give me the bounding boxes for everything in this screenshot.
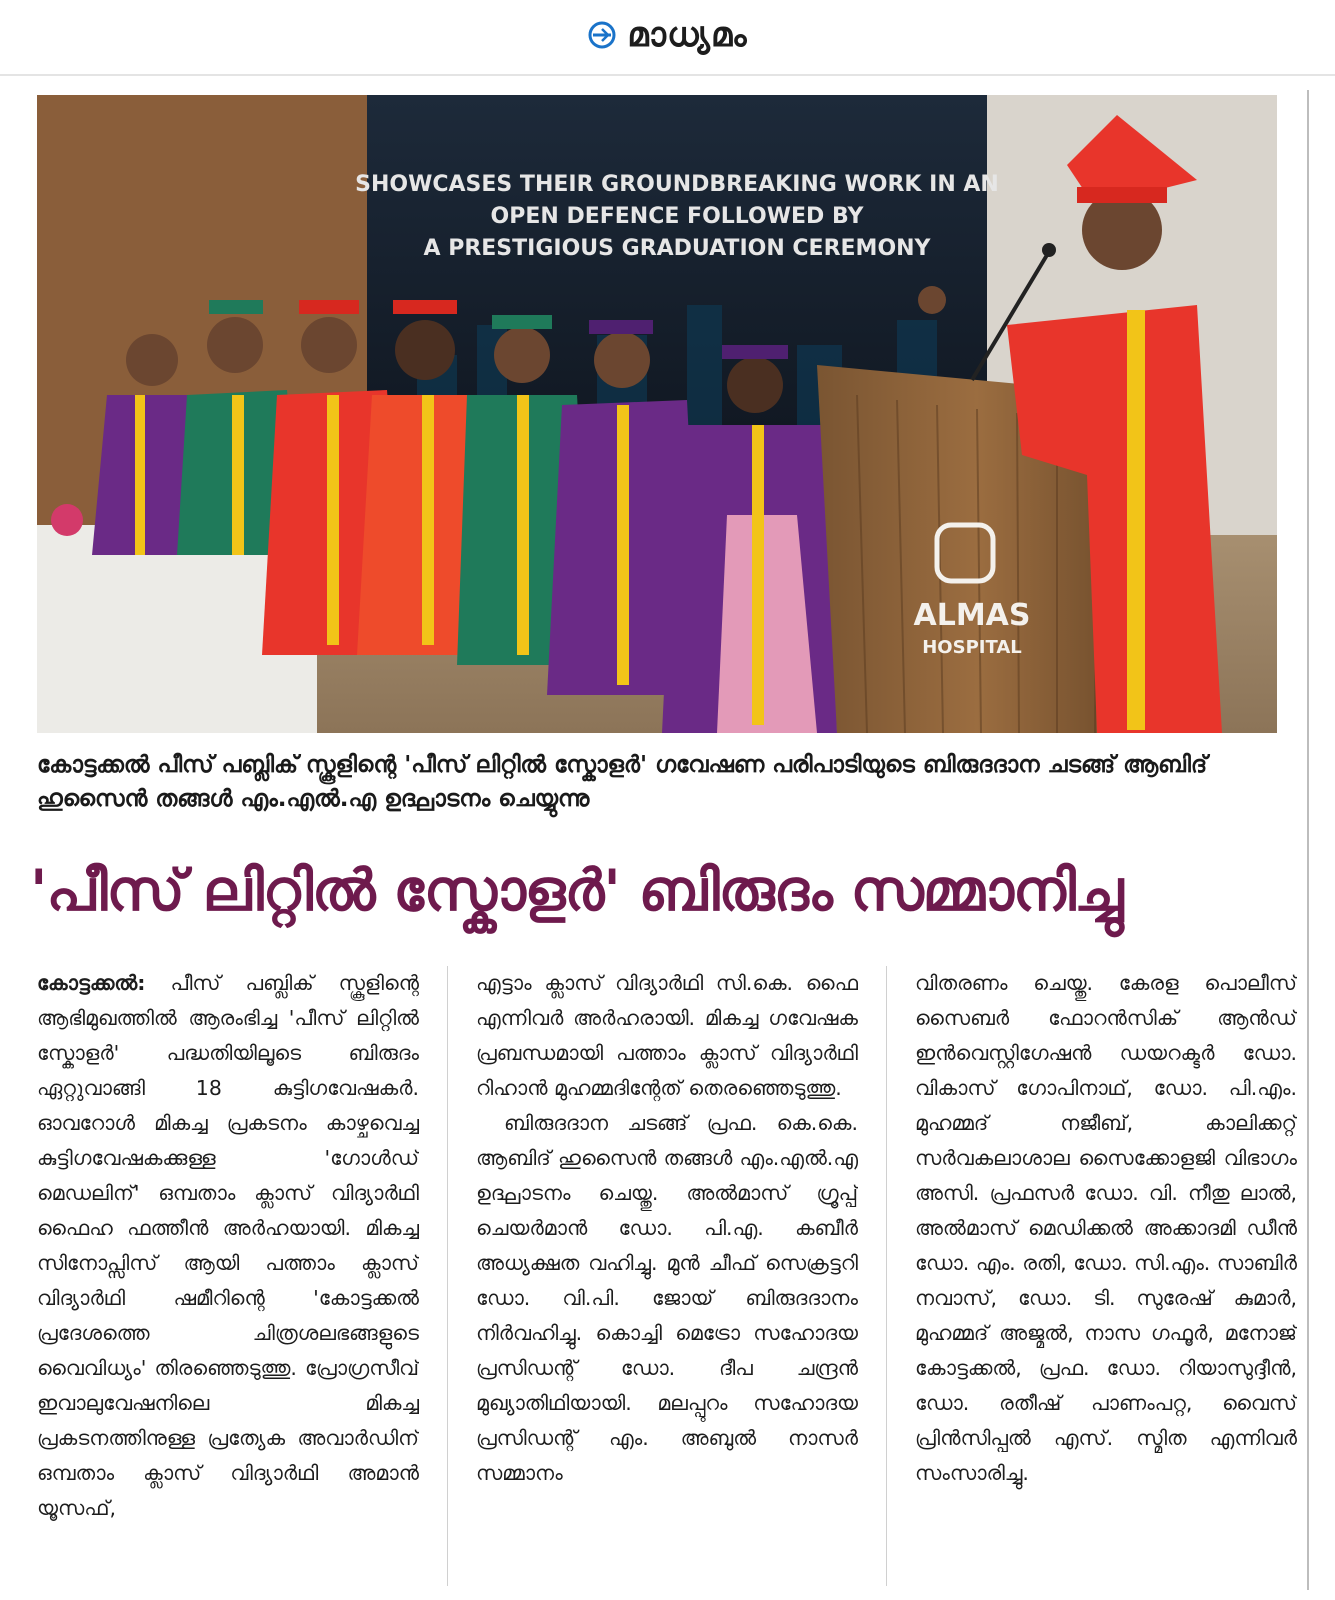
masthead (0, 0, 1335, 70)
article-column-3 (915, 966, 1297, 1586)
masthead-divider (0, 74, 1335, 76)
madhyamam-logo-mark-icon (587, 20, 617, 50)
podium-brand: ALMAS (913, 598, 1031, 633)
podium-sub: HOSPITAL (922, 637, 1022, 658)
article-column-2 (476, 966, 858, 1586)
photo-caption: കോട്ടക്കൽ പീസ് പബ്ലിക് സ്കൂളിന്റെ 'പീസ് ലിറ്റിൽ സ്കോളർ' ഗവേഷണ പരിപാടിയുടെ ബിരുദദാന ചടങ്ങ് ആബിദ് ഹുസൈൻ തങ്ങൾ എം.എൽ.എ ഉദ്ഘാടനം ചെയ്യുന്നു (37, 752, 1208, 812)
screen-line-3: A PRESTIGIOUS GRADUATION CEREMONY (423, 236, 931, 261)
article-column-1 (37, 966, 419, 1586)
news-photo (37, 95, 1277, 733)
column-edge-rule (1307, 90, 1309, 1590)
column-1-text: പീസ് പബ്ലിക് സ്കൂളിന്റെ ആഭിമുഖത്തിൽ ആരംഭിച്ച 'പീസ് ലിറ്റിൽ സ്കോളർ' പദ്ധതിയിലൂടെ ബിരുദം ഏറ്റുവാങ്ങി 18 കുട്ടിഗവേഷകർ. ഓവറോൾ മികച്ച പ്രകടനം കാഴ്ചവെച്ച കുട്ടിഗവേഷകക്കുള്ള 'ഗോൾഡ് മെഡലിന്' ഒമ്പതാം ക്ലാസ് വിദ്യാർഥി ഫൈഹ ഫത്തീൻ അർഹയായി. മികച്ച സിനോപ്സിസ് ആയി പത്താം ക്ലാസ് വിദ്യാർഥി ഷമീറിന്റെ 'കോട്ടക്കൽ പ്രദേശത്തെ ചിത്രശലഭങ്ങളുടെ വൈവിധ്യം' തിരഞ്ഞെടുത്തു. പ്രോഗ്രസീവ് ഇവാലുവേഷനിലെ മികച്ച പ്രകടനത്തിനുള്ള പ്രത്യേക അവാർഡിന് ഒമ്പതാം ക്ലാസ് വിദ്യാർഥി അമാൻ യൂസഫ്, (37, 971, 419, 1520)
column-2-paragraph-1: എട്ടാം ക്ലാസ് വിദ്യാർഥി സി.കെ. ഫൈ എന്നിവർ അർഹരായി. മികച്ച ഗവേഷക പ്രബന്ധമായി പത്താം ക്ലാസ് വിദ്യാർഥി റിഹാൻ മുഹമ്മദിന്റേത് തെരഞ്ഞെടുത്തു. (476, 971, 858, 1100)
masthead-title: മാധ്യമം (627, 15, 748, 55)
dateline: കോട്ടക്കൽ: (37, 971, 146, 995)
column-2-paragraph-2: ബിരുദദാന ചടങ്ങ് പ്രഫ. കെ.കെ. ആബിദ് ഹുസൈൻ തങ്ങൾ എം.എൽ.എ ഉദ്ഘാടനം ചെയ്തു. അൽമാസ് ഗ്രൂപ്പ് ചെയർമാൻ ഡോ. പി.എ. കബീർ അധ്യക്ഷത വഹിച്ചു. മുൻ ചീഫ് സെക്രട്ടറി ഡോ. വി.പി. ജോയ് ബിരുദദാനം നിർവഹിച്ചു. കൊച്ചി മെട്രോ സഹോദയ പ്രസിഡന്റ് ഡോ. ദീപ ചന്ദ്രൻ മുഖ്യാതിഥിയായി. മലപ്പുറം സഹോദയ പ്രസിഡന്റ് എം. അബുൽ നാസർ സമ്മാനം (476, 1111, 858, 1485)
screen-line-2: OPEN DEFENCE FOLLOWED BY (490, 204, 864, 229)
column-divider (886, 966, 887, 1586)
screen-line-1: SHOWCASES THEIR GROUNDBREAKING WORK IN AN (355, 172, 999, 197)
column-3-text: വിതരണം ചെയ്തു. കേരള പൊലീസ് സൈബർ ഫോറൻസിക് ആൻഡ് ഇൻവെസ്റ്റിഗേഷൻ ഡയറക്ടർ ഡോ. വികാസ് ഗോപിനാഥ്, ഡോ. പി.എം. മുഹമ്മദ് നജീബ്, കാലിക്കറ്റ് സർവകലാശാല സൈക്കോളജി വിഭാഗം അസി. പ്രഫസർ ഡോ. വി. നീതു ലാൽ, അൽമാസ് മെഡിക്കൽ അക്കാദമി ഡീൻ ഡോ. എം. രതി, ഡോ. സി.എം. സാബിർ നവാസ്, ഡോ. ടി. സുരേഷ് കുമാർ, മുഹമ്മദ് അജ്മൽ, നാസ ഗഫൂർ, മനോജ് കോട്ടക്കൽ, പ്രഫ. ഡോ. റിയാസുദ്ദീൻ, ഡോ. രതീഷ് പാണംപറ്റ, വൈസ് പ്രിൻസിപ്പൽ എസ്. സ്മിത എന്നിവർ സംസാരിച്ചു. (915, 971, 1297, 1485)
headline: 'പീസ് ലിറ്റിൽ സ്കോളർ' ബിരുദം സമ്മാനിച്ചു (30, 858, 1123, 924)
article-body (37, 966, 1297, 1586)
column-divider (447, 966, 448, 1586)
